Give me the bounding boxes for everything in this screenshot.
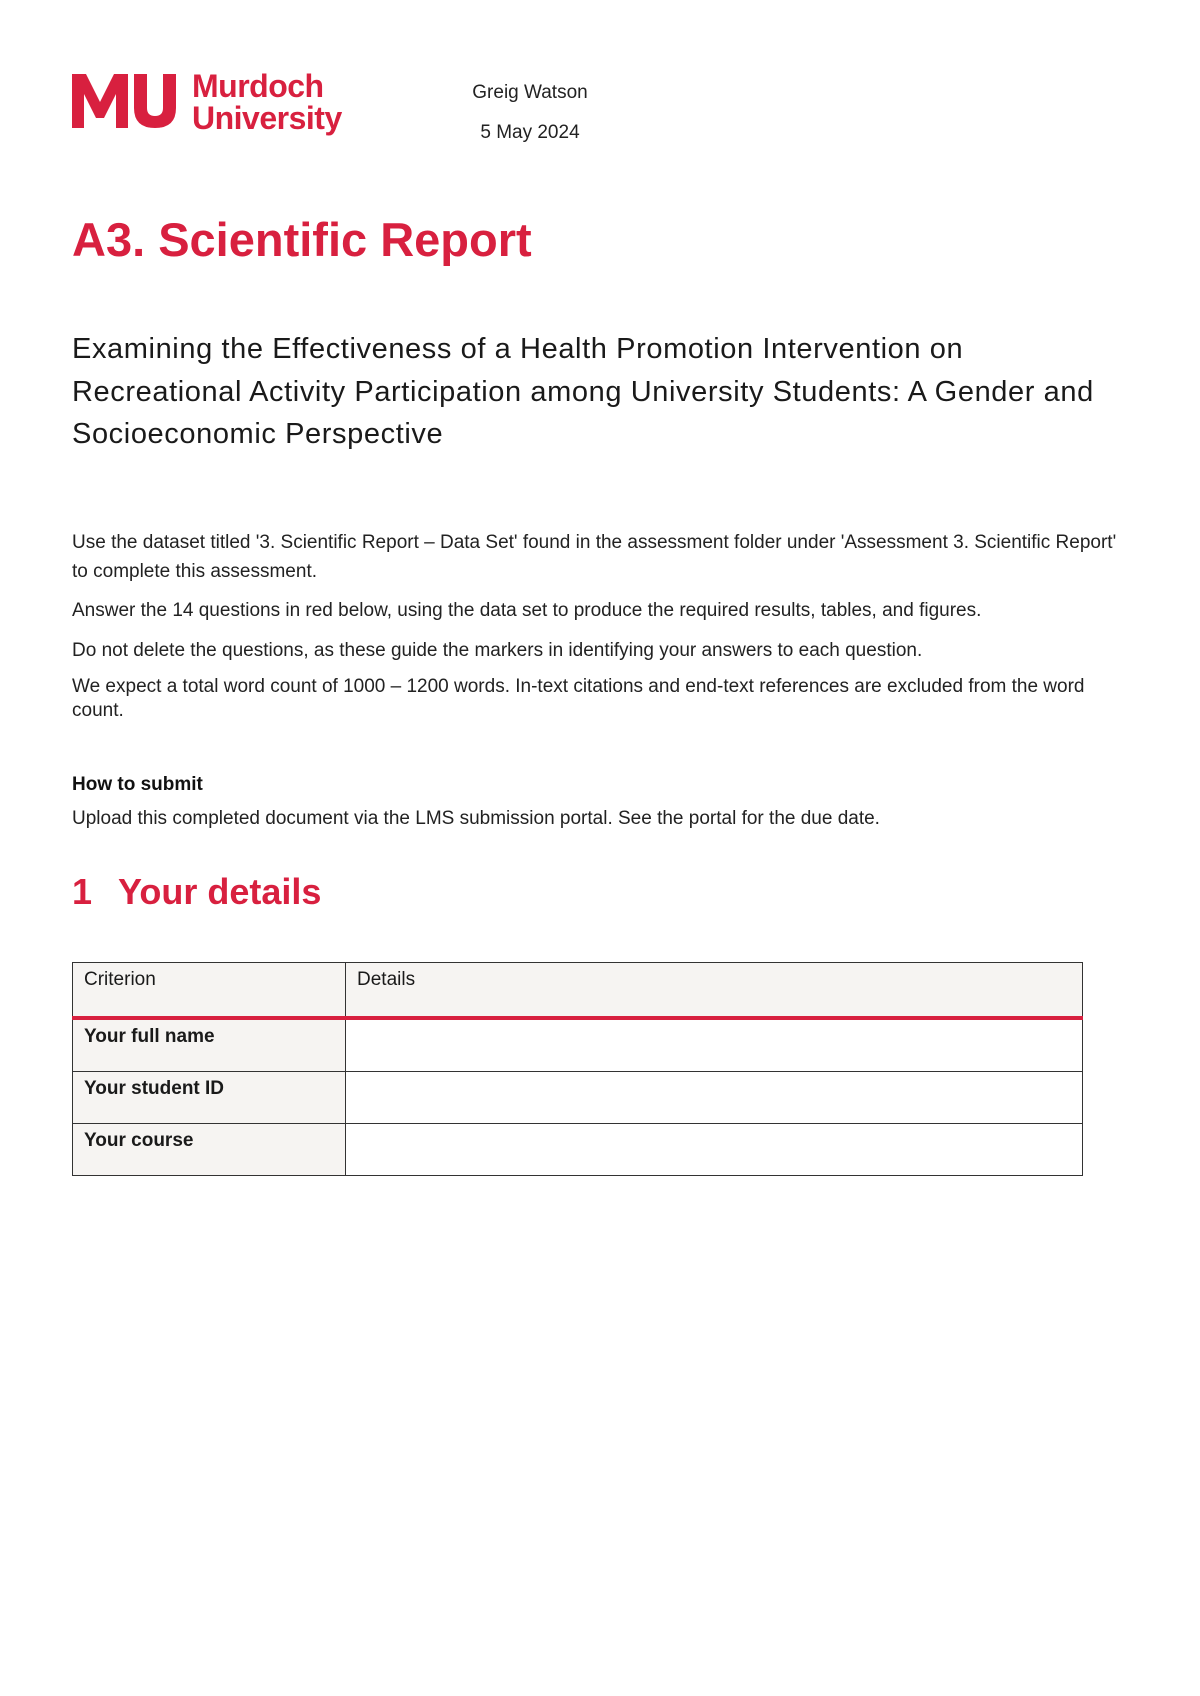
your-details-table <box>72 962 1083 1176</box>
section-heading-your-details <box>72 870 321 914</box>
section-title: Your details <box>118 871 322 912</box>
murdoch-university-logo <box>72 70 372 136</box>
student-id-field[interactable] <box>346 1072 1083 1124</box>
column-header-details: Details <box>346 963 1083 1019</box>
row-label-course: Your course <box>73 1124 346 1176</box>
author-name: Greig Watson <box>472 82 588 103</box>
column-header-criterion: Criterion <box>73 963 346 1019</box>
report-subtitle: Examining the Effectiveness of a Health Promotion Intervention on Recreational Activity Participation among University Students: A Gender and Socioeconomic Perspective <box>72 333 1094 450</box>
how-to-submit-heading: How to submit <box>72 774 203 795</box>
table-header-row <box>73 963 1083 1019</box>
instruction-paragraph: We expect a total word count of 1000 – 1200 words. In-text citations and end-text references are excluded from the word count. <box>72 676 1085 721</box>
logo-wordmark <box>192 70 342 134</box>
mu-monogram-logo-icon <box>72 72 182 128</box>
logo-line-2: University <box>192 100 342 136</box>
instruction-paragraph: Use the dataset titled '3. Scientific Report – Data Set' found in the assessment folder under 'Assessment 3. Scientific Report' to complete this assessment. <box>72 532 1117 582</box>
table-row <box>73 1072 1083 1124</box>
how-to-submit-text: Upload this completed document via the LMS submission portal. See the portal for the due date. <box>72 808 880 829</box>
document-meta <box>420 73 640 153</box>
full-name-field[interactable] <box>346 1018 1083 1072</box>
table-row <box>73 1018 1083 1072</box>
section-number: 1 <box>72 871 93 912</box>
table-row <box>73 1124 1083 1176</box>
instruction-paragraph: Do not delete the questions, as these guide the markers in identifying your answers to each question. <box>72 640 923 661</box>
course-field[interactable] <box>346 1124 1083 1176</box>
row-label-full-name: Your full name <box>73 1018 346 1072</box>
instruction-paragraph: Answer the 14 questions in red below, using the data set to produce the required results, tables, and figures. <box>72 600 982 621</box>
document-title: A3. Scientific Report <box>72 213 532 266</box>
row-label-student-id: Your student ID <box>73 1072 346 1124</box>
logo-line-1: Murdoch <box>192 68 324 104</box>
document-date: 5 May 2024 <box>480 122 580 143</box>
